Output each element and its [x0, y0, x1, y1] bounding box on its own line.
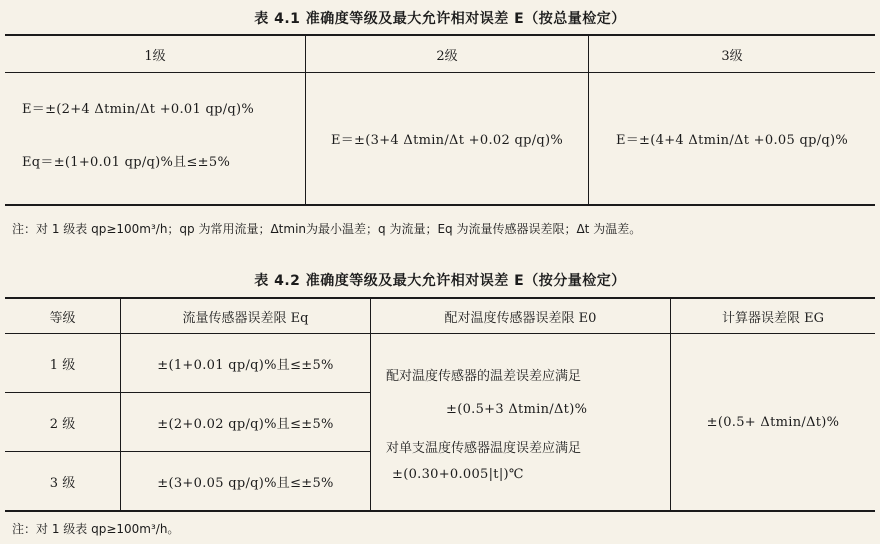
table-4-2-caption: 表 4.2 准确度等级及最大允许相对误差 E（按分量检定）: [254, 273, 626, 289]
table-4-2-note: 注：对 1 级表 qp≥100m³/h。: [12, 522, 180, 536]
table-row-flow-limit: ±(2+0.02 qp/q)%且≤±5%: [157, 416, 334, 432]
class3-formula-E: E＝±(4+4 Δtmin/Δt +0.05 qp/q)%: [615, 132, 849, 148]
table-4-1-header-rule: [5, 72, 875, 73]
table-4-1-header-class2: 2级: [436, 48, 458, 64]
table-row-flow-limit: ±(1+0.01 qp/q)%且≤±5%: [157, 357, 334, 373]
temp-pair-requirement-text: 配对温度传感器的温差误差应满足: [386, 368, 582, 384]
table-4-1-bottom-rule: [5, 204, 875, 206]
table-4-2-header-temp: 配对温度传感器误差限 E0: [444, 310, 597, 326]
table-row-flow-limit: ±(3+0.05 qp/q)%且≤±5%: [157, 475, 334, 491]
table-row-grade: 2 级: [49, 416, 76, 432]
temp-pair-formula: ±(0.5+3 Δtmin/Δt)%: [446, 401, 588, 417]
single-temp-requirement-text: 对单支温度传感器温度误差应满足: [386, 440, 582, 456]
class1-formula-E: E＝±(2+4 Δtmin/Δt +0.01 qp/q)%: [22, 101, 255, 117]
table-4-2-header-grade: 等级: [49, 310, 76, 326]
class1-formula-Eq: Eq＝±(1+0.01 qp/q)%且≤±5%: [22, 154, 231, 170]
table-row-grade: 3 级: [49, 475, 76, 491]
table-4-2-header-flow: 流量传感器误差限 Eq: [182, 310, 309, 326]
table-4-1-caption: 表 4.1 准确度等级及最大允许相对误差 E（按总量检定）: [254, 11, 626, 27]
single-temp-formula: ±(0.30+0.005|t|)℃: [392, 466, 524, 482]
table-4-1-note: 注：对 1 级表 qp≥100m³/h；qp 为常用流量；Δtmin为最小温差；q 为流量；Eq 为流量传感器误差限；Δt 为温差。: [12, 222, 642, 236]
calculator-limit-formula: ±(0.5+ Δtmin/Δt)%: [706, 414, 840, 430]
table-row-grade: 1 级: [49, 357, 76, 373]
table-4-2-bottom-rule: [5, 510, 875, 512]
table-4-1-header-class3: 3级: [721, 48, 743, 64]
table-4-2-header-calc: 计算器误差限 EG: [721, 310, 824, 326]
class2-formula-E: E＝±(3+4 Δtmin/Δt +0.02 qp/q)%: [330, 132, 564, 148]
table-4-1-header-class1: 1级: [144, 48, 166, 64]
